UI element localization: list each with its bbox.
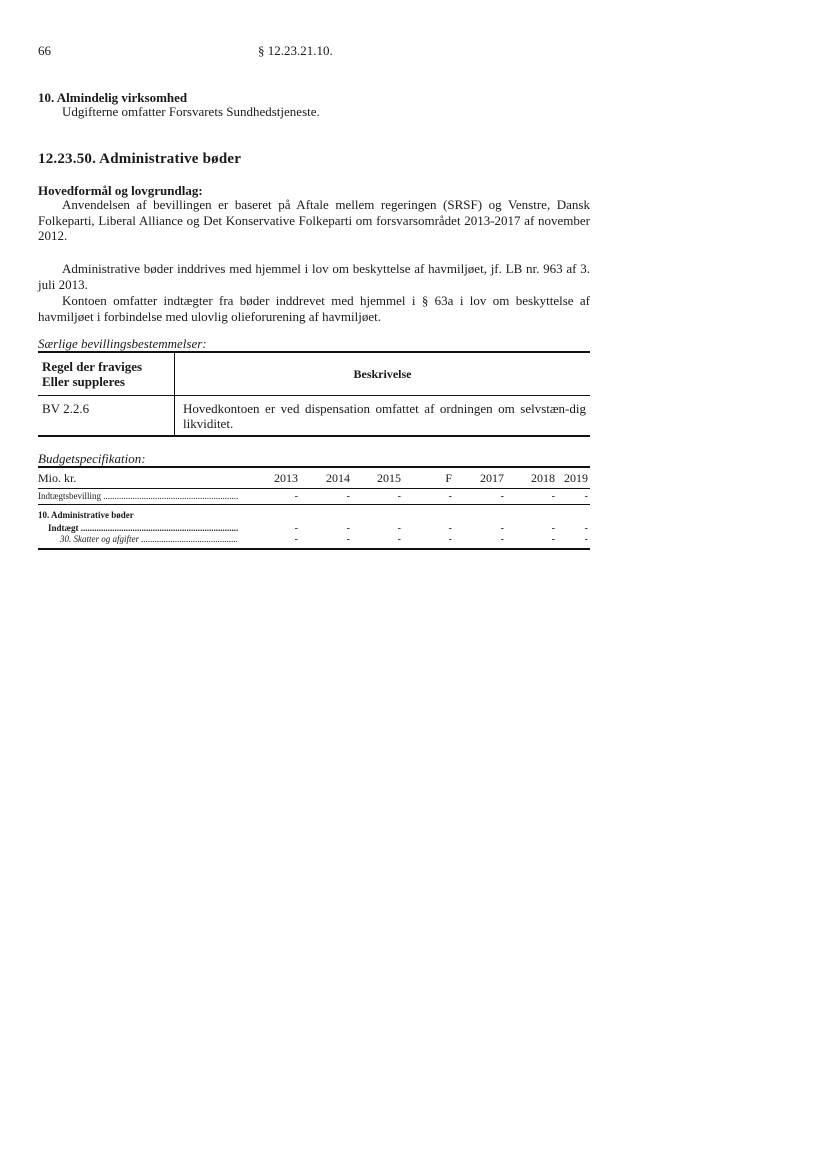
special-provisions-caption: Særlige bevillingsbestemmelser: (38, 336, 207, 351)
purpose-paragraph: Anvendelsen af bevillingen er baseret på Aftale mellem regeringen (SRSF) og Venstre, Dansk Folkeparti, Liberal Alliance og Det Konservative Folkeparti om forsvarsområdet 2013-2017 af november 2012. (38, 197, 590, 243)
budget-caption: Budgetspecifikation: (38, 451, 146, 466)
row-value: - (397, 534, 401, 545)
row-value: - (294, 523, 298, 534)
year-header: 2013 (274, 471, 298, 485)
row-value: - (551, 523, 555, 534)
table-row (38, 534, 590, 550)
row-label: 10. Administrative bøder (38, 510, 134, 520)
rule-cell: BV 2.2.6 (38, 396, 175, 437)
row-value: - (448, 534, 452, 545)
row-value: - (551, 534, 555, 545)
year-header: 2018 (531, 471, 555, 485)
rule-header-line1: Regel der fraviges (42, 359, 143, 374)
year-header: 2015 (377, 471, 401, 485)
row-value: - (448, 523, 452, 534)
year-header: 2017 (480, 471, 504, 485)
legal-basis-paragraph: Administrative bøder inddrives med hjemmel i lov om beskyttelse af havmiljøet, jf. LB nr. 963 af 3. juli 2013. (38, 261, 590, 292)
row-value: - (500, 534, 504, 545)
row-value: - (584, 523, 588, 534)
row-value: - (500, 523, 504, 534)
page-title: 12.23.50. Administrative bøder (38, 151, 242, 167)
row-value: - (551, 491, 555, 502)
row-value: - (346, 491, 350, 502)
row-value: - (448, 491, 452, 502)
table-row (38, 396, 590, 437)
row-value: - (346, 534, 350, 545)
section-10-heading: 10. Almindelig virksomhed (38, 90, 188, 105)
budget-header-row (38, 466, 590, 489)
budget-table (38, 466, 590, 550)
section-10-text: Udgifterne omfatter Forsvarets Sundhedstjeneste. (62, 104, 320, 119)
row-label: Indtægt ..... (48, 523, 238, 533)
table-row (38, 508, 590, 523)
row-value: - (294, 534, 298, 545)
row-label: 30. Skatter og afgifter ..... (60, 534, 238, 544)
rule-column-header (38, 352, 175, 396)
year-header: F (445, 471, 452, 485)
row-value: - (397, 523, 401, 534)
description-cell: Hovedkontoen er ved dispensation omfattet af ordningen om selvstæn-dig likviditet. (175, 396, 591, 437)
row-value: - (500, 491, 504, 502)
table-row (38, 523, 590, 534)
table-header-row (38, 352, 590, 396)
row-value: - (397, 491, 401, 502)
unit-label: Mio. kr. (38, 471, 77, 485)
row-label: Indtægtsbevilling ..... (38, 491, 238, 501)
row-value: - (584, 534, 588, 545)
rule-header-line2: Eller suppleres (42, 374, 125, 389)
purpose-heading: Hovedformål og lovgrundlag: (38, 183, 203, 198)
row-value: - (346, 523, 350, 534)
page-number: 66 (38, 43, 51, 58)
section-reference: § 12.23.21.10. (258, 43, 333, 58)
year-header: 2014 (326, 471, 350, 485)
special-provisions-table (38, 351, 590, 437)
year-header: 2019 (564, 471, 588, 485)
row-value: - (584, 491, 588, 502)
account-scope-paragraph: Kontoen omfatter indtægter fra bøder inddrevet med hjemmel i § 63a i lov om beskyttelse af havmiljøet i forbindelse med ulovlig olieforurening af havmiljøet. (38, 293, 590, 324)
table-row (38, 489, 590, 505)
description-column-header: Beskrivelse (175, 352, 591, 396)
row-value: - (294, 491, 298, 502)
